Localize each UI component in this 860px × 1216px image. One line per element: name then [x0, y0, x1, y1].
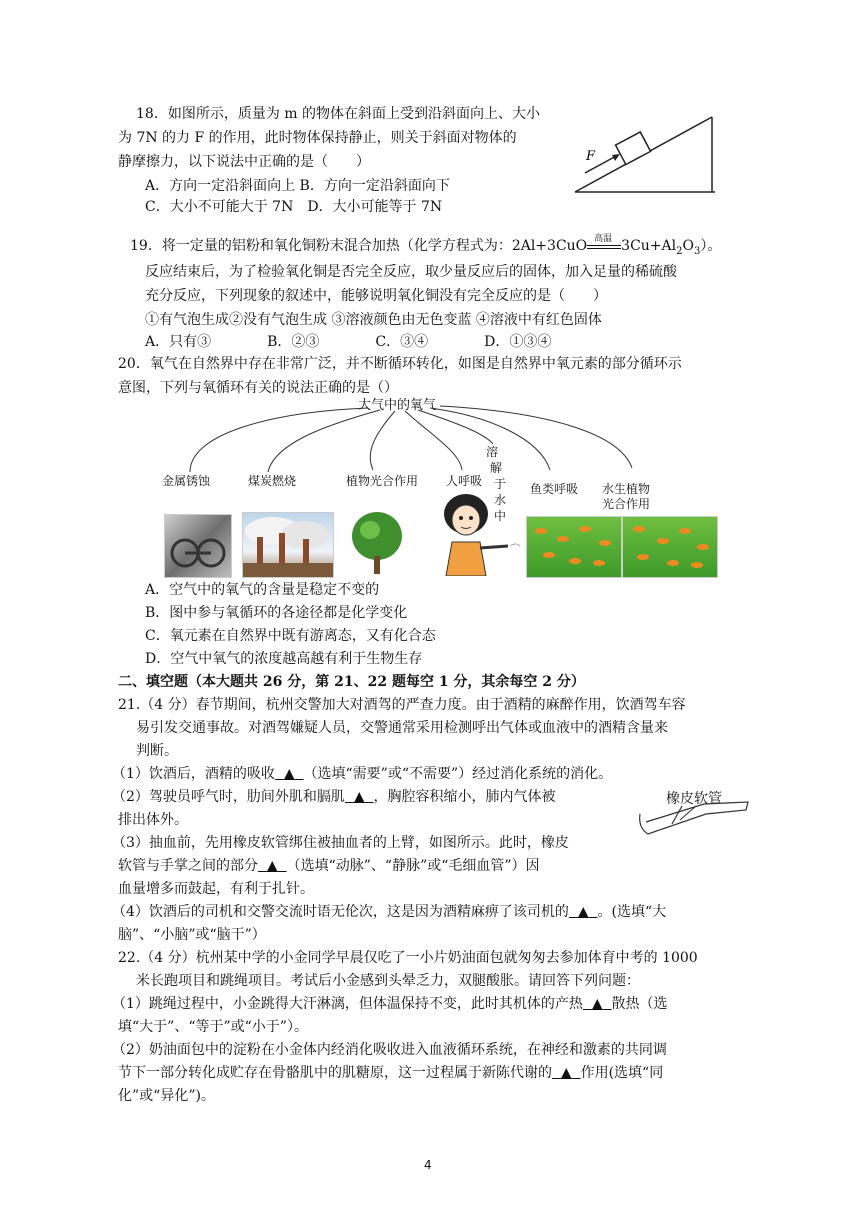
incline-figure [570, 112, 720, 198]
q21-part1: （1）饮酒后，酒精的吸收 ▲ （选填“需要”或“不需要”）经过消化系统的消化。 [112, 766, 613, 782]
answer-blank[interactable]: ▲ [591, 996, 603, 1012]
q22-part1-cont: 填“大于”、“等于”或“小于”）。 [118, 1019, 308, 1035]
label-fish-respiration: 鱼类呼吸 [530, 482, 579, 496]
fish-pond-image-1 [526, 516, 622, 578]
q22-part2-line2: 节下一部分转化成贮存在骨骼肌中的肌糖原，这一过程属于新陈代谢的 ▲ 作用(选填“同 [118, 1065, 664, 1081]
q18-options-ab: A．方向一定沿斜面向上 B．方向一定沿斜面向下 [145, 178, 450, 194]
label-coal-burning: 煤炭燃烧 [248, 474, 297, 488]
label-aquatic-plant-2: 光合作用 [602, 497, 651, 511]
answer-blank[interactable]: ▲ [560, 1065, 572, 1081]
q22-part1: （1）跳绳过程中，小金跳得大汗淋漓，但体温保持不变，此时其机体的产热 ▲ 散热（选 [112, 996, 668, 1012]
q21-part4: （4）饮酒后的司机和交警交流时语无伦次，这是因为酒精麻痹了该司机的 ▲ 。(选填“大 [112, 904, 667, 920]
q19-line4: ①有气泡生成②没有气泡生成 ③溶液颜色由无色变蓝 ④溶液中有红色固体 [145, 312, 602, 328]
atmosphere-oxygen-label: 大气中的氧气 [358, 398, 437, 413]
answer-blank[interactable]: ▲ [353, 789, 365, 805]
q19-line3: 充分反应，下列现象的叙述中，能够说明氧化铜没有完全反应的是（ ） [145, 288, 607, 304]
q19-line2: 反应结束后，为了检验氧化铜是否完全反应，取少量反应后的固体，加入足量的稀硫酸 [145, 264, 677, 280]
label-aquatic-plant-1: 水生植物 [602, 482, 651, 496]
section-2-heading: 二、填空题（本大题共 26 分，第 21、22 题每空 1 分，其余每空 2 分） [118, 674, 585, 690]
q21-line2: 易引发交通事故。对酒驾嫌疑人员，交警通常采用检测呼出气体或血液中的酒精含量来 [136, 720, 668, 736]
q21-part3-line2: 软管与手掌之间的部分 ▲ （选填“动脉”、“静脉”或“毛细血管”）因 [118, 858, 540, 874]
q18-options-cd: C．大小不可能大于 7N D．大小可能等于 7N [145, 199, 443, 215]
q21-part4-cont: 脑”、“小脑”或“脑干”） [118, 927, 266, 943]
q20-option-b: B．图中参与氧循环的各途径都是化学变化 [145, 605, 408, 621]
tree-image [350, 510, 404, 576]
label-human-respiration: 人呼吸 [446, 474, 483, 488]
q22-part2-line1: （2）奶油面包中的淀粉在小金体内经消化吸收进入血液循环系统，在神经和激素的共同调 [112, 1042, 667, 1058]
label-dissolve-in-water: 溶 解 于 水 中 [486, 445, 507, 523]
q21-line1: 21.（4 分）春节期间，杭州交警加大对酒驾的严查力度。由于酒精的麻醉作用，饮酒驾车容 [118, 697, 686, 713]
coal-factory-image [242, 512, 334, 578]
q22-line2: 米长跑项目和跳绳项目。考试后小金感到头晕乏力，双腿酸胀。请回答下列问题： [136, 973, 640, 989]
q20-option-d: D．空气中氧气的浓度越高越有利于生物生存 [145, 651, 423, 667]
force-label: F [586, 149, 596, 164]
q21-part2-cont: 排出体外。 [118, 812, 188, 828]
q18-line2: 为 7N 的力 F 的作用，此时物体保持静止，则关于斜面对物体的 [118, 130, 517, 146]
q20-option-c: C．氧元素在自然界中既有游离态，又有化合态 [145, 628, 436, 644]
q21-part2: （2）驾驶员呼气时，肋间外肌和膈肌 ▲ ，胸腔容积缩小，肺内气体被 [112, 789, 556, 805]
q19-line1: 19．将一定量的铝粉和氧化铜粉末混合加热（化学方程式为：2Al+3CuO 高温 $3Cu+Al_2O_3$）。 [130, 234, 722, 257]
tourniquet-label: 橡皮软管 [666, 791, 722, 807]
girl-cartoon-image [430, 490, 522, 576]
oxygen-cycle-diagram [150, 394, 720, 578]
q20-option-a: A．空气中的氧气的含量是稳定不变的 [145, 582, 380, 598]
q22-part2-line3: 化”或“异化”)。 [118, 1088, 215, 1104]
page-number: 4 [424, 1158, 432, 1172]
q19-options: A．只有③ B．②③ C．③④ D．①③④ [145, 334, 552, 350]
label-metal-rust: 金属锈蚀 [162, 474, 211, 488]
q21-line3: 判断。 [136, 743, 178, 759]
label-plant-photosynthesis: 植物光合作用 [346, 474, 419, 488]
fish-pond-image-2 [622, 516, 718, 578]
q22-line1: 22.（4 分）杭州某中学的小金同学早晨仅吃了一小片奶油面包就匆匆去参加体育中考的 1000 [118, 950, 698, 966]
q21-part3-line3: 血量增多而鼓起，有利于扎针。 [118, 881, 314, 897]
q18-line3: 静摩擦力，以下说法中正确的是（ ） [118, 154, 370, 170]
answer-blank[interactable]: ▲ [266, 858, 278, 874]
q21-part3-line1: （3）抽血前，先用橡皮软管绑住被抽血者的上臂，如图所示。此时，橡皮 [112, 835, 569, 851]
answer-blank[interactable]: ▲ [577, 904, 589, 920]
rusty-metal-image [164, 514, 232, 578]
q18-line1: 18．如图所示，质量为 m 的物体在斜面上受到沿斜面向上、大小 [136, 106, 540, 122]
q20-line2: 意图，下列与氧循环有关的说法正确的是（） [118, 380, 398, 396]
q20-line1: 20．氧气在自然界中存在非常广泛，并不断循环转化，如图是自然界中氧元素的部分循环示 [118, 356, 682, 372]
arm-tourniquet-figure [636, 784, 756, 840]
answer-blank[interactable]: ▲ [283, 766, 295, 782]
